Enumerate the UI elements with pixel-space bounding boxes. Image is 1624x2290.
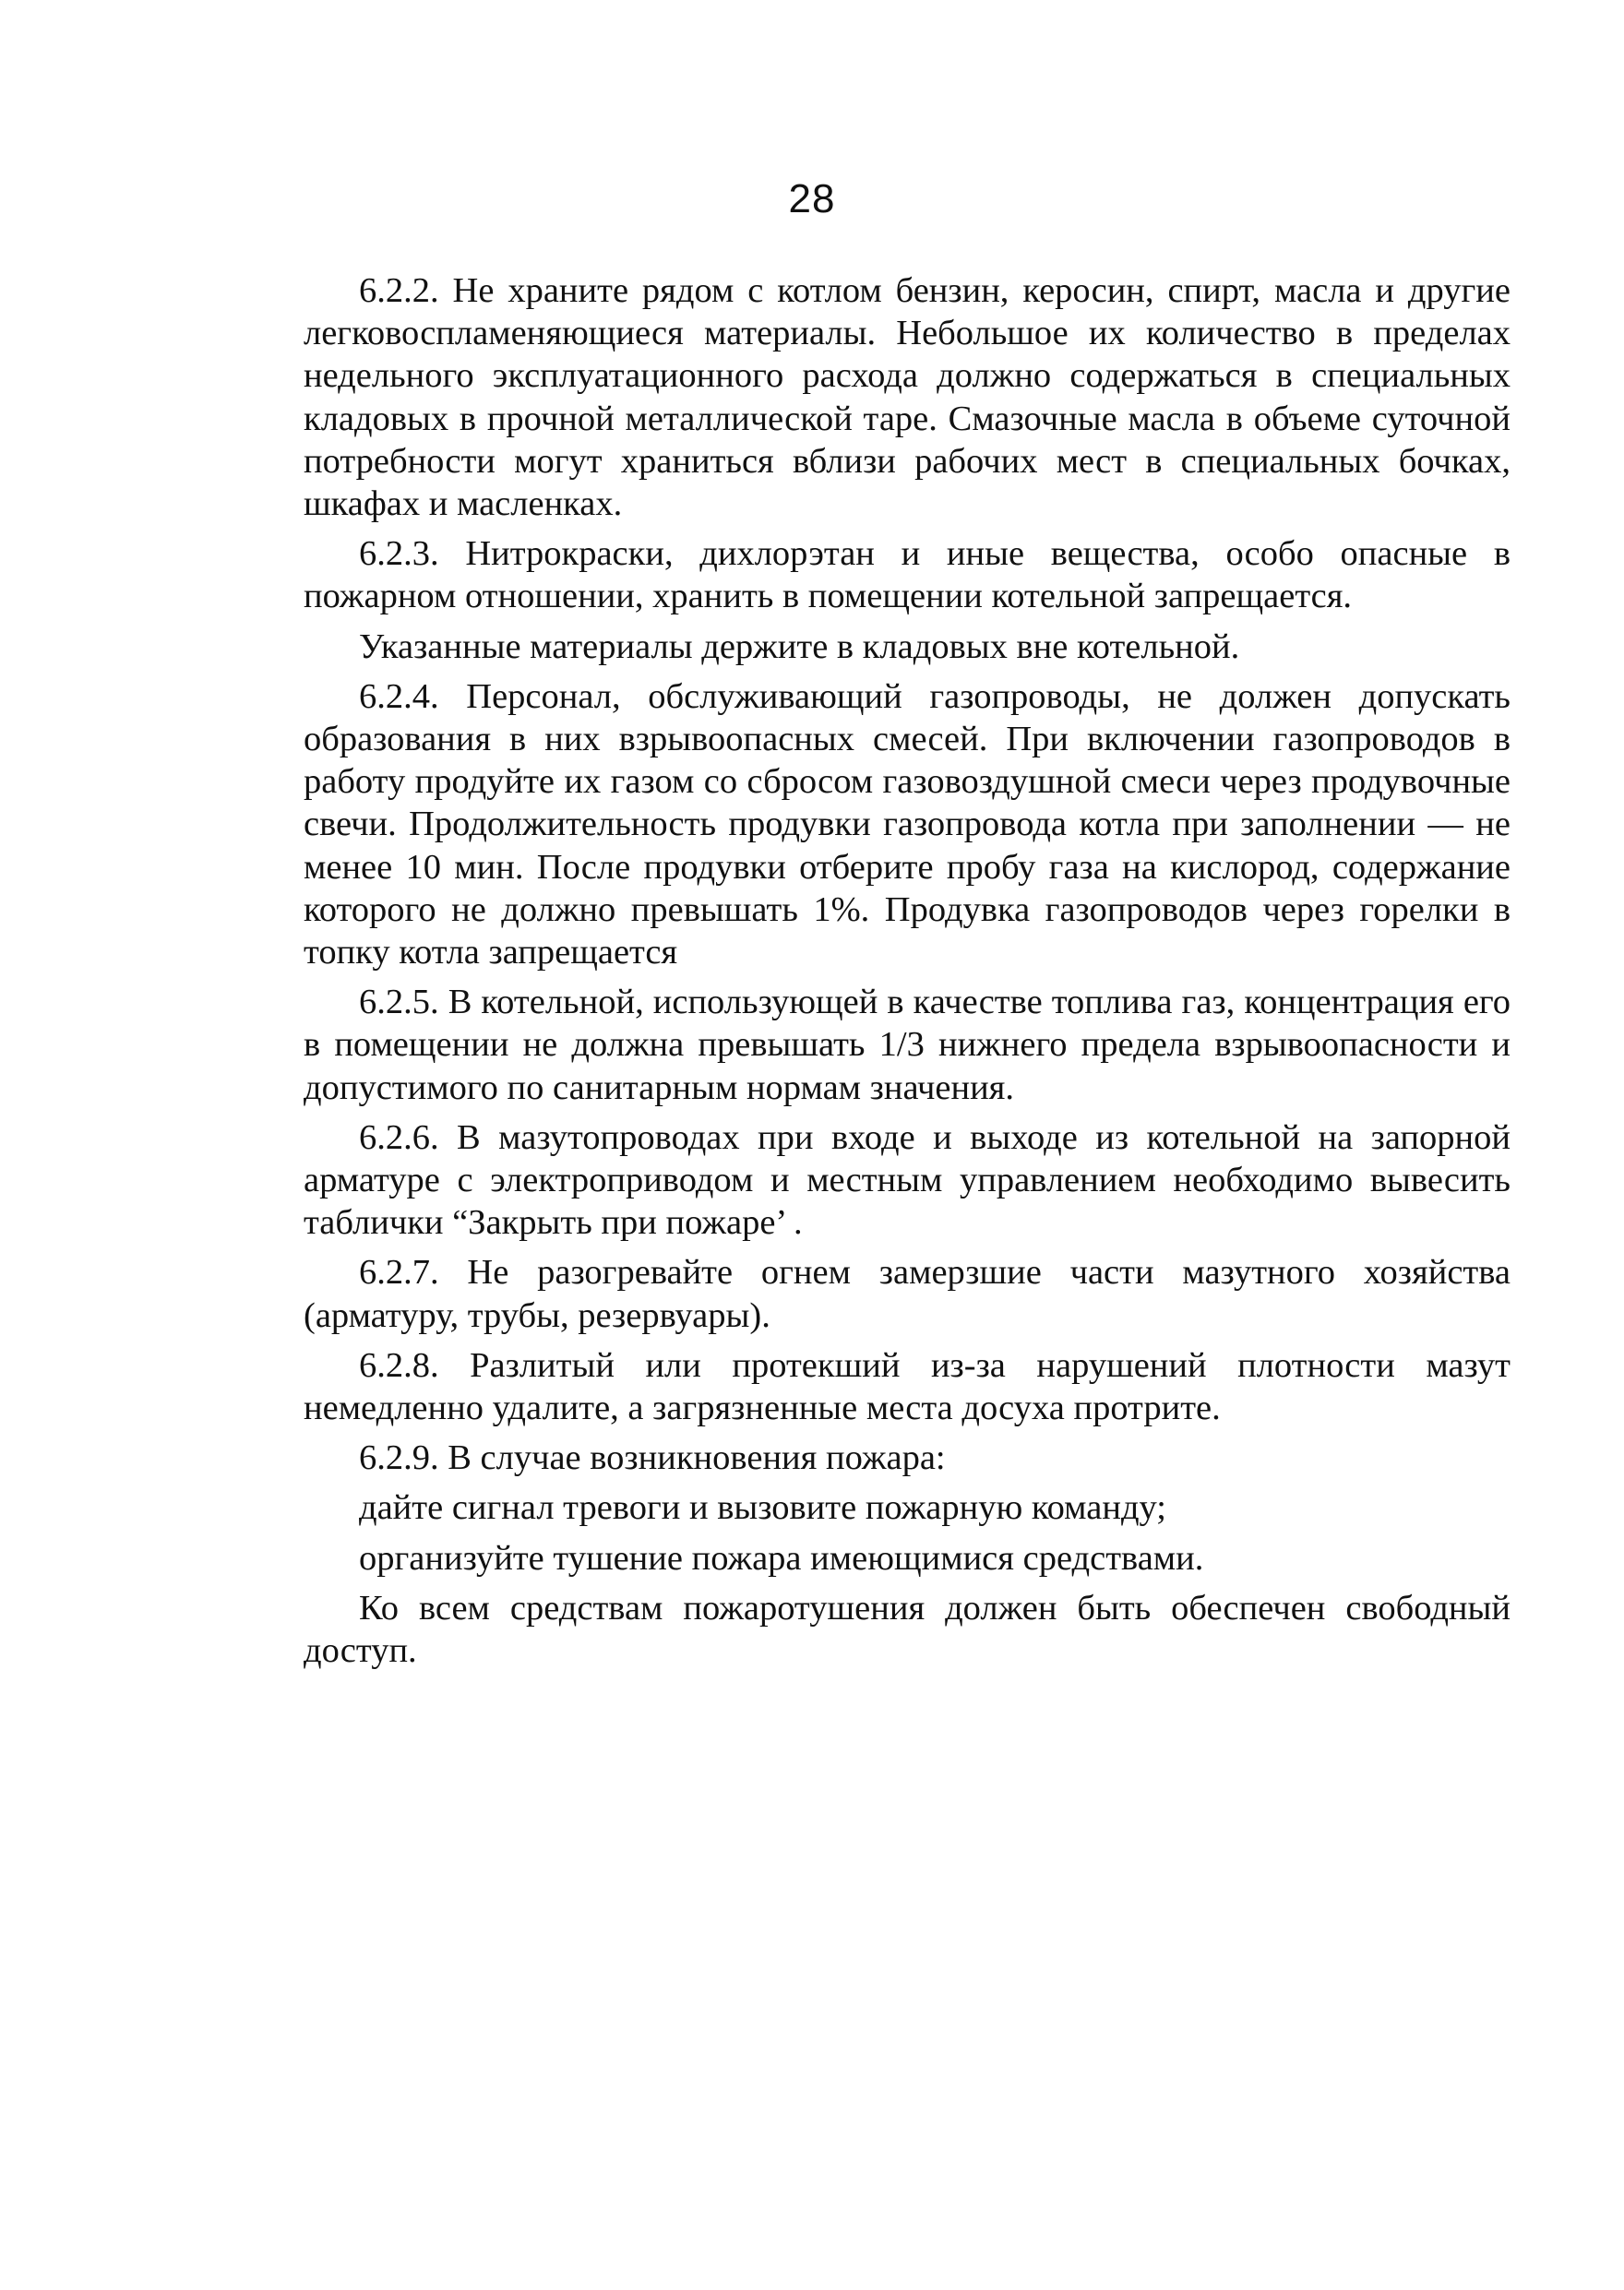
paragraph-6-2-3-note: Указанные материалы держите в кладовых вне котельной. xyxy=(359,626,1240,666)
page-number: 28 xyxy=(788,176,836,221)
paragraph-6-2-3: 6.2.3. Нитрокраски, дихлорэтан и иные вещества, особо опасные в пожарном отношении, хранить в помещении котельной запрещается. xyxy=(304,534,1511,616)
paragraph-6-2-7: 6.2.7. Не разогревайте огнем замерзшие части мазутного хозяйства (арматуру, трубы, резервуары). xyxy=(304,1253,1511,1335)
paragraph-6-2-9: 6.2.9. В случае возникновения пожара: xyxy=(359,1438,946,1478)
document-body xyxy=(304,269,1511,1672)
paragraph-6-2-6: 6.2.6. В мазутопроводах при входе и выходе из котельной на запорной арматуре с электроприводом и местным управлением необходимо вывесить таблички “Закрыть при пожаре’ . xyxy=(304,1117,1511,1243)
list-item: дайте сигнал тревоги и вызовите пожарную команду; xyxy=(359,1488,1166,1528)
paragraph-6-2-4: 6.2.4. Персонал, обслуживающий газопроводы, не должен допускать образования в них взрывоопасных смесей. При включении газопроводов в работу продуйте их газом со сбросом газовоздушной смеси через продувочные свечи. Продолжительность продувки газопровода котла при заполнении — не менее 10 мин. После продувки отберите пробу газа на кислород, содержание которого не должно превышать 1%. Продувка газопроводов через горелки в топку котла запрещается xyxy=(304,676,1511,972)
paragraph-6-2-5: 6.2.5. В котельной, использующей в качестве топлива газ, концентрация его в помещении не должна превышать 1/3 нижнего предела взрывоопасности и допустимого по санитарным нормам значения. xyxy=(304,983,1511,1107)
paragraph-fire-access: Ко всем средствам пожаротушения должен быть обеспечен свободный доступ. xyxy=(304,1588,1511,1671)
paragraph-6-2-2: 6.2.2. Не храните рядом с котлом бензин, керосин, спирт, масла и другие легковоспламеняющиеся материалы. Небольшое их количество в пределах недельного эксплуатационного расхода должно содержаться в специальных кладовых в прочной металлической таре. Смазочные масла в объеме суточной потребности могут храниться вблизи рабочих мест в специальных бочках, шкафах и масленках. xyxy=(304,271,1511,524)
paragraph-6-2-8: 6.2.8. Разлитый или протекший из-за нарушений плотности мазут немедленно удалите, а загрязненные места досуха протрите. xyxy=(304,1345,1511,1428)
list-item: организуйте тушение пожара имеющимися средствами. xyxy=(359,1538,1204,1578)
